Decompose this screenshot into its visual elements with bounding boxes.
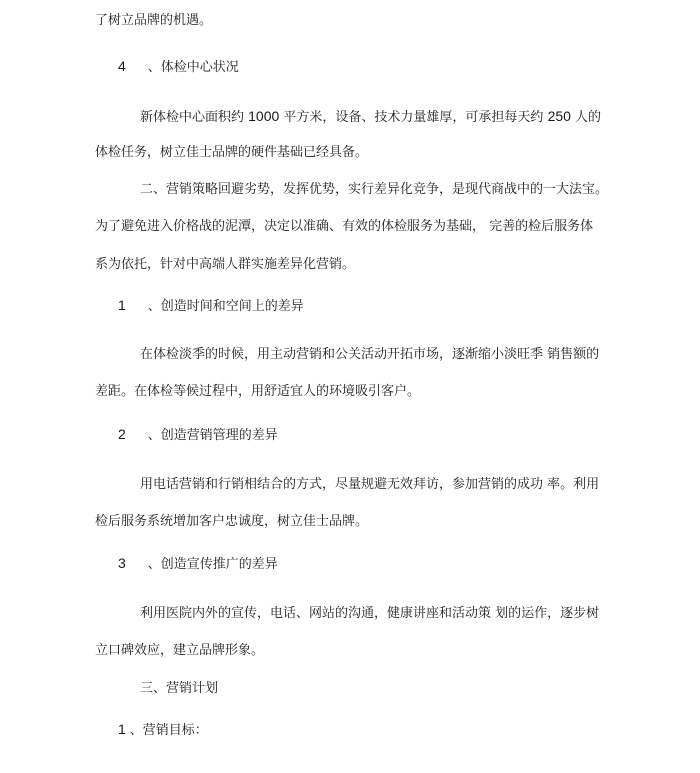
line-text: 检后服务系统增加客户忠诚度，树立佳士品牌。 [95, 514, 369, 529]
line-text: 利用医院内外的宣传，电话、网站的沟通，健康讲座和活动策 划的运作，逐步树 [140, 606, 600, 621]
section-number: 2 [118, 426, 126, 442]
section-number: 1 [118, 721, 126, 737]
section-title: 、营销目标： [129, 723, 208, 738]
section-title: 、体检中心状况 [147, 60, 239, 75]
line-text: 体检任务，树立佳士品牌的硬件基础已经具备。 [95, 145, 369, 160]
area-value: 1000 [248, 108, 280, 124]
section-heading [118, 296, 304, 316]
line-text: 在体检淡季的时候，用主动营销和公关活动开拓市场，逐渐缩小淡旺季 销售额的 [140, 347, 600, 362]
section-title: 、创造宣传推广的差异 [147, 557, 278, 572]
paragraph-line: 新体检中心面积约 1000 平方米，设备、技术力量雄厚，可承担每天约 250 人的 [140, 108, 602, 125]
section-title: 、创造营销管理的差异 [147, 428, 278, 443]
line-text: 用电话营销和行销相结合的方式，尽量规避无效拜访，参加营销的成功 率。利用 [140, 477, 600, 492]
paragraph-line [95, 12, 212, 30]
paragraph-line [95, 383, 420, 401]
paragraph-line [140, 346, 599, 364]
line-text: 系为依托，针对中高端人群实施差异化营销。 [95, 257, 356, 272]
section-heading [118, 720, 208, 740]
section-heading-paragraph [140, 181, 608, 199]
line-text: 二、营销策略回避劣势，发挥优势，实行差异化竞争，是现代商战中的一大法宝。 [140, 182, 609, 197]
section-heading [118, 425, 278, 445]
paragraph-line [95, 256, 355, 274]
section-number: 3 [118, 555, 126, 571]
line-text: 了树立品牌的机遇。 [95, 13, 213, 28]
paragraph-line [95, 642, 264, 660]
section-heading [140, 680, 218, 698]
paragraph-line [140, 605, 599, 623]
section-heading [118, 554, 278, 574]
line-text: 差距。在体检等候过程中，用舒适宜人的环境吸引客户。 [95, 384, 421, 399]
section-heading [118, 57, 239, 77]
paragraph-line [95, 513, 368, 531]
paragraph-line [140, 476, 599, 494]
section-title: 三、营销计划 [140, 681, 219, 696]
line-text: 为了避免进入价格战的泥潭，决定以准确、有效的体检服务为基础， 完善的检后服务体 [95, 219, 594, 234]
line-text: 立口碑效应，建立品牌形象。 [95, 643, 265, 658]
section-title: 、创造时间和空间上的差异 [147, 299, 304, 314]
section-number: 1 [118, 297, 126, 313]
section-number: 4 [118, 58, 126, 74]
capacity-value: 250 [547, 108, 571, 124]
paragraph-line [95, 144, 368, 162]
paragraph-line [95, 218, 593, 236]
